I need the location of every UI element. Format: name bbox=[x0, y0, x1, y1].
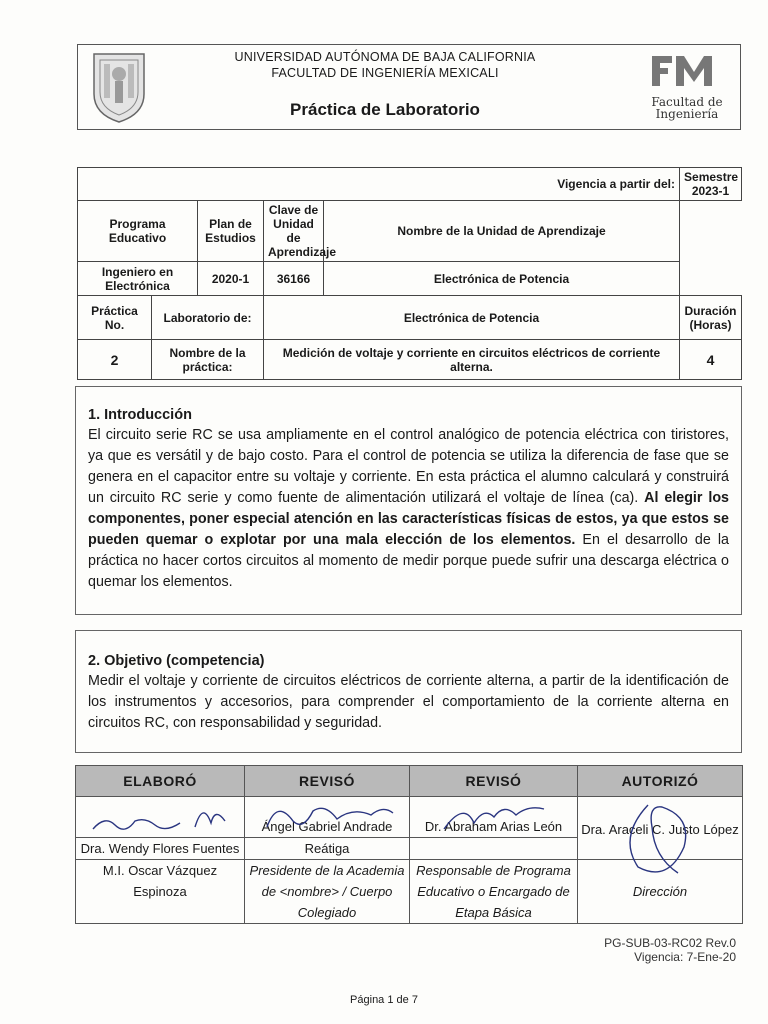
reviso2-role: Responsable de Programa Educativo o Encargado de Etapa Básica bbox=[410, 860, 578, 924]
vigencia-value: Semestre 2023-1 bbox=[680, 168, 742, 201]
document-title: Práctica de Laboratorio bbox=[290, 100, 480, 119]
nombre-practica-header: Nombre de la práctica: bbox=[152, 340, 264, 380]
handwritten-signature-icon bbox=[253, 797, 403, 833]
programa-header: Programa Educativo bbox=[78, 201, 198, 262]
introduction-section bbox=[75, 386, 742, 615]
reviso1-role: Presidente de la Academia de <nombre> / Cuerpo Colegiado bbox=[245, 860, 410, 924]
faculty-logo-text: Facultad de Ingeniería bbox=[651, 95, 723, 121]
reviso-header: REVISÓ bbox=[245, 766, 410, 797]
document-code: PG-SUB-03-RC02 Rev.0 Vigencia: 7-Ene-20 bbox=[604, 936, 736, 964]
university-crest-icon bbox=[88, 50, 150, 124]
handwritten-signature-icon bbox=[608, 797, 708, 883]
laboratorio-header: Laboratorio de: bbox=[152, 296, 264, 340]
clave-value: 36166 bbox=[264, 262, 324, 296]
university-name: UNIVERSIDAD AUTÓNOMA DE BAJA CALIFORNIA bbox=[234, 50, 536, 64]
objective-section bbox=[75, 630, 742, 753]
practica-no-value: 2 bbox=[78, 340, 152, 380]
elaboro-header: ELABORÓ bbox=[76, 766, 245, 797]
autorizo-name-cell: Dra. Araceli C. Justo López bbox=[578, 797, 743, 860]
introduction-warning: Al elegir los componentes, poner especial atención en las características físicas de estos, ya que estos se pueden quemar o explotar por una mala elección de los elementos. bbox=[88, 490, 729, 548]
unidad-value: Electrónica de Potencia bbox=[324, 262, 680, 296]
plan-value: 2020-1 bbox=[198, 262, 264, 296]
nombre-practica-value: Medición de voltaje y corriente en circuitos eléctricos de corriente alterna. bbox=[264, 340, 680, 380]
practica-no-header: Práctica No. bbox=[78, 296, 152, 340]
page-number: Página 1 de 7 bbox=[350, 994, 418, 1006]
elaboro-names-rest: M.I. Oscar Vázquez Espinoza bbox=[76, 860, 245, 924]
elaboro-name-1: Dra. Wendy Flores Fuentes bbox=[76, 838, 245, 860]
duracion-value: 4 bbox=[680, 340, 742, 380]
duracion-header: Duración (Horas) bbox=[680, 296, 742, 340]
signature-table bbox=[75, 765, 743, 924]
introduction-title: 1. Introducción bbox=[88, 407, 192, 423]
autorizo-header: AUTORIZÓ bbox=[578, 766, 743, 797]
reviso1-name-2: Reátiga bbox=[245, 838, 410, 860]
unidad-header: Nombre de la Unidad de Aprendizaje bbox=[324, 201, 680, 262]
introduction-text: El circuito serie RC se usa ampliamente en el control analógico de potencia eléctrica con tiristores, ya que es versátil y de bajo costo. Para el control de potencia se utiliza la diferencia de fase que se genera en el capacitor entre su voltaje y corriente. En esta práctica el alumno calculará y construirá un circuito RC serie y como fuente de alimentación utilizará el voltaje de línea (ca). Al elegir los componentes, poner especial atención en las características físicas de estos, ya que estos se pueden quemar o explotar por una mala elección de los elementos. En el desarrollo de la práctica no hacer cortos circuitos al momento de medir porque puede sufrir una descarga eléctrica o quemar los elementos. bbox=[88, 427, 729, 590]
reviso2-name-cell: Dr. Abraham Arias León bbox=[410, 797, 578, 838]
institution-names bbox=[160, 49, 610, 81]
autorizo-role: Dirección bbox=[578, 860, 743, 924]
handwritten-signature-icon bbox=[85, 797, 235, 837]
reviso1-name-cell: Ángel Gabriel Andrade bbox=[245, 797, 410, 838]
faculty-name: FACULTAD DE INGENIERÍA MEXICALI bbox=[271, 66, 499, 80]
objective-title: 2. Objetivo (competencia) bbox=[88, 653, 265, 669]
vigencia-label: Vigencia a partir del: bbox=[324, 168, 680, 201]
practice-info-table bbox=[77, 167, 742, 380]
laboratorio-value: Electrónica de Potencia bbox=[264, 296, 680, 340]
programa-value: Ingeniero en Electrónica bbox=[78, 262, 198, 296]
clave-header: Clave de Unidad de Aprendizaje bbox=[264, 201, 324, 262]
handwritten-signature-icon bbox=[424, 797, 564, 833]
plan-header: Plan de Estudios bbox=[198, 201, 264, 262]
elaboro-signature-cell bbox=[76, 797, 245, 838]
reviso-header-2: REVISÓ bbox=[410, 766, 578, 797]
objective-text: Medir el voltaje y corriente de circuitos eléctricos de corriente alterna, a partir de la identificación de los instrumentos y accesorios, para comprender el comportamiento de la corriente alterna en circuitos RC, con responsabilidad y seguridad. bbox=[88, 673, 729, 731]
